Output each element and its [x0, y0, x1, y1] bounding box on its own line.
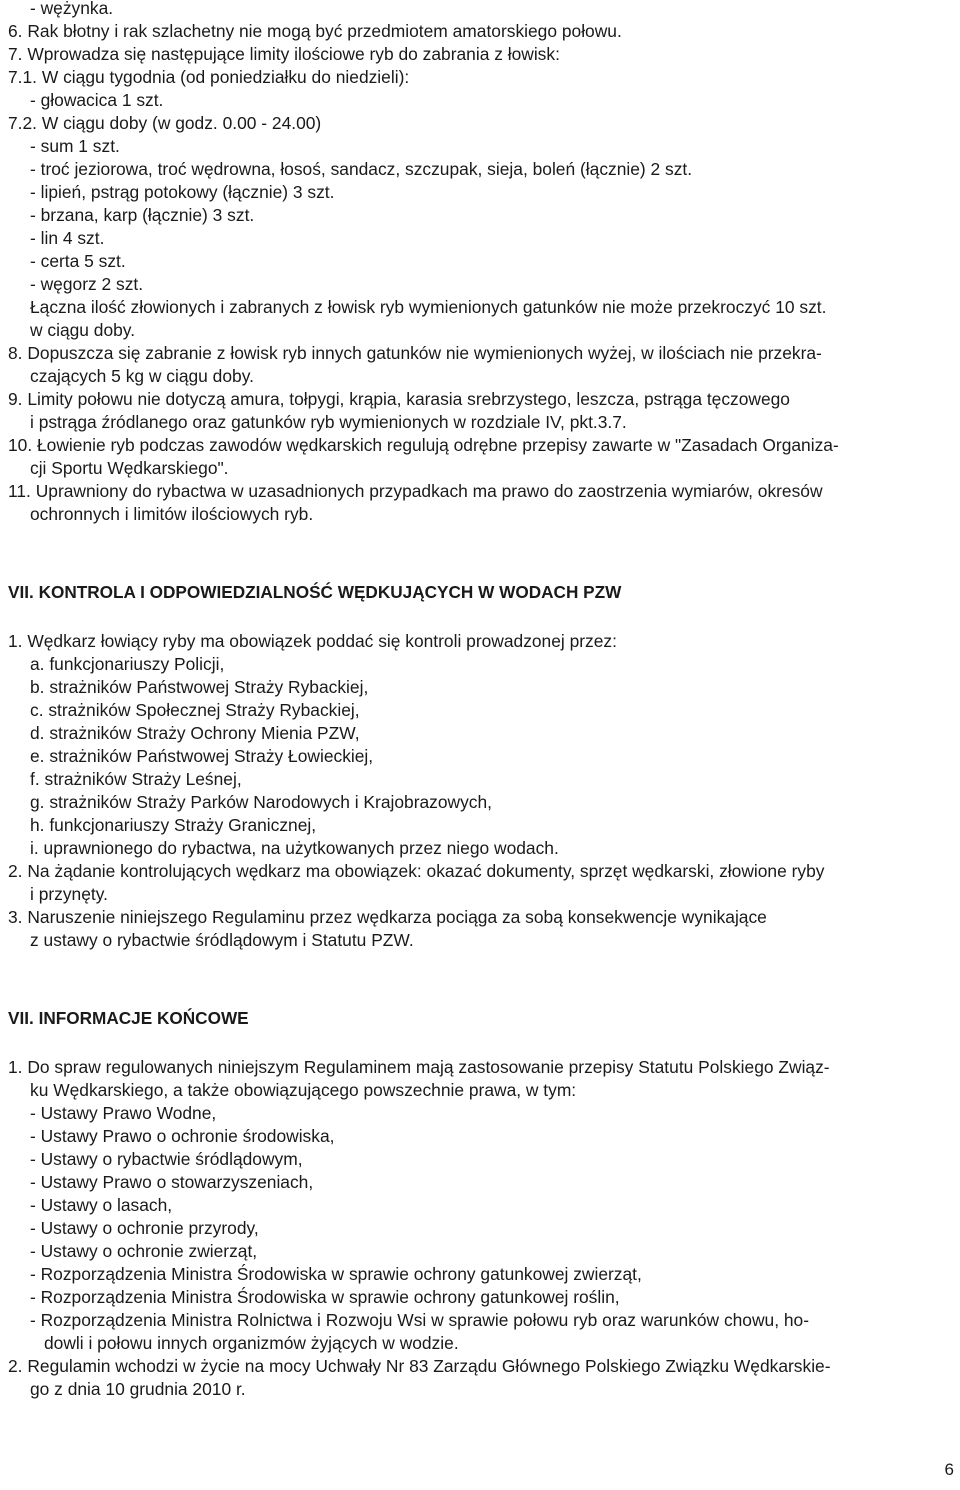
text-line: 11. Uprawniony do rybactwa w uzasadnionych przypadkach ma prawo do zaostrzenia wymiarów, okresów — [8, 481, 823, 501]
section-heading: VII. KONTROLA I ODPOWIEDZIALNOŚĆ WĘDKUJĄCYCH W WODACH PZW — [8, 582, 622, 602]
text-line: 7. Wprowadza się następujące limity ilościowe ryb do zabrania z łowisk: — [8, 44, 560, 64]
text-line: 1. Do spraw regulowanych niniejszym Regulaminem mają zastosowanie przepisy Statutu Polskiego Związ- — [8, 1057, 830, 1077]
text-line: 10. Łowienie ryb podczas zawodów wędkarskich regulują odrębne przepisy zawarte w "Zasadach Organiza- — [8, 435, 839, 455]
list-item: e. strażników Państwowej Straży Łowieckiej, — [30, 746, 374, 766]
text-line: 1. Wędkarz łowiący ryby ma obowiązek poddać się kontroli prowadzonej przez: — [8, 631, 617, 651]
list-item: - Rozporządzenia Ministra Środowiska w sprawie ochrony gatunkowej zwierząt, — [30, 1264, 642, 1284]
text-line: z ustawy o rybactwie śródlądowym i Statutu PZW. — [30, 930, 414, 950]
list-item: - Ustawy o ochronie zwierząt, — [30, 1241, 258, 1261]
text-line: i przynęty. — [30, 884, 108, 904]
list-item: - Ustawy o rybactwie śródlądowym, — [30, 1149, 303, 1169]
text-line: go z dnia 10 grudnia 2010 r. — [30, 1379, 246, 1399]
list-item: a. funkcjonariuszy Policji, — [30, 654, 225, 674]
list-item: h. funkcjonariuszy Straży Granicznej, — [30, 815, 317, 835]
text-line: - lin 4 szt. — [30, 228, 105, 248]
text-line: - lipień, pstrąg potokowy (łącznie) 3 szt. — [30, 182, 335, 202]
list-item: - Rozporządzenia Ministra Rolnictwa i Rozwoju Wsi w sprawie połowu ryb oraz warunków chowu, ho- — [30, 1310, 810, 1330]
text-line: i pstrąga źródlanego oraz gatunków ryb wymienionych w rozdziale IV, pkt.3.7. — [30, 412, 627, 432]
list-item: - Ustawy Prawo o stowarzyszeniach, — [30, 1172, 314, 1192]
list-item: - Ustawy o lasach, — [30, 1195, 173, 1215]
list-item: c. strażników Społecznej Straży Rybackiej, — [30, 700, 360, 720]
text-line: - certa 5 szt. — [30, 251, 126, 271]
text-line: 2. Na żądanie kontrolujących wędkarz ma obowiązek: okazać dokumenty, sprzęt wędkarski, złowione ryby — [8, 861, 825, 881]
text-line: 2. Regulamin wchodzi w życie na mocy Uchwały Nr 83 Zarządu Głównego Polskiego Związku Wędkarskie- — [8, 1356, 831, 1376]
list-item: f. strażników Straży Leśnej, — [30, 769, 242, 789]
text-line: - głowacica 1 szt. — [30, 90, 164, 110]
text-line: 7.2. W ciągu doby (w godz. 0.00 - 24.00) — [8, 113, 322, 133]
text-line: - sum 1 szt. — [30, 136, 120, 156]
list-item: d. strażników Straży Ochrony Mienia PZW, — [30, 723, 360, 743]
page-number: 6 — [944, 1460, 954, 1479]
list-item: - Ustawy o ochronie przyrody, — [30, 1218, 259, 1238]
text-line: - węgorz 2 szt. — [30, 274, 144, 294]
text-line: Łączna ilość złowionych i zabranych z łowisk ryb wymienionych gatunków nie może przekroczyć 10 szt. — [30, 297, 827, 317]
list-item: - Rozporządzenia Ministra Środowiska w sprawie ochrony gatunkowej roślin, — [30, 1287, 620, 1307]
text-line: ochronnych i limitów ilościowych ryb. — [30, 504, 314, 524]
list-item: - Ustawy Prawo o ochronie środowiska, — [30, 1126, 335, 1146]
section-heading: VII. INFORMACJE KOŃCOWE — [8, 1008, 249, 1028]
text-line: dowli i połowu innych organizmów żyjących w wodzie. — [44, 1333, 459, 1353]
list-item: - Ustawy Prawo Wodne, — [30, 1103, 217, 1123]
text-line: cji Sportu Wędkarskiego". — [30, 458, 229, 478]
text-line: 6. Rak błotny i rak szlachetny nie mogą być przedmiotem amatorskiego połowu. — [8, 21, 622, 41]
text-line: 9. Limity połowu nie dotyczą amura, tołpygi, krąpia, karasia srebrzystego, leszcza, pstrąga tęczowego — [8, 389, 790, 409]
list-item: b. strażników Państwowej Straży Rybackiej, — [30, 677, 369, 697]
list-item: g. strażników Straży Parków Narodowych i Krajobrazowych, — [30, 792, 492, 812]
text-line: 8. Dopuszcza się zabranie z łowisk ryb innych gatunków nie wymienionych wyżej, w ilościach nie przekra- — [8, 343, 822, 363]
text-line: 7.1. W ciągu tygodnia (od poniedziałku do niedzieli): — [8, 67, 410, 87]
list-item: i. uprawnionego do rybactwa, na użytkowanych przez niego wodach. — [30, 838, 559, 858]
text-line: w ciągu doby. — [30, 320, 136, 340]
text-line: 3. Naruszenie niniejszego Regulaminu przez wędkarza pociąga za sobą konsekwencje wynikające — [8, 907, 767, 927]
text-line: - brzana, karp (łącznie) 3 szt. — [30, 205, 255, 225]
text-line: ku Wędkarskiego, a także obowiązującego powszechnie prawa, w tym: — [30, 1080, 577, 1100]
text-line: czających 5 kg w ciągu doby. — [30, 366, 254, 386]
text-line: - wężynka. — [30, 0, 114, 18]
text-line: - troć jeziorowa, troć wędrowna, łosoś, sandacz, szczupak, sieja, boleń (łącznie) 2 szt. — [30, 159, 693, 179]
